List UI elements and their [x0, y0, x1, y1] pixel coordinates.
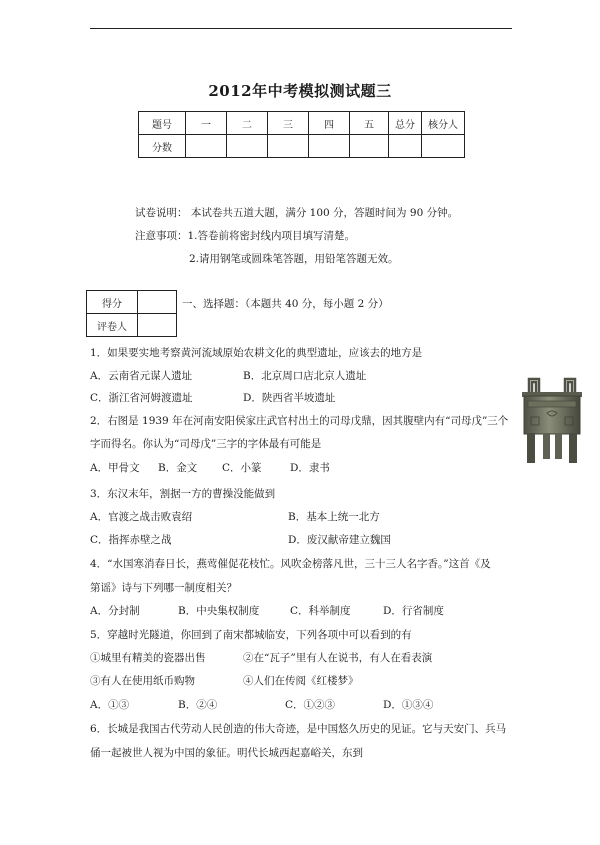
- grader-label: 评卷人: [87, 314, 138, 337]
- option-c[interactable]: C．小篆: [222, 462, 262, 474]
- option-a[interactable]: A．甲骨文: [90, 462, 140, 474]
- score-input-cell[interactable]: [422, 135, 465, 158]
- score-input-cell[interactable]: [389, 135, 422, 158]
- score-cell: 核分人: [422, 112, 465, 135]
- score-cell: 四: [309, 112, 350, 135]
- option-d[interactable]: D．①③④: [383, 699, 434, 711]
- question-text: 字而得名。你认为“司母戊”三字的字体最有可能是: [90, 438, 322, 450]
- score-input-cell[interactable]: [227, 135, 268, 158]
- option-c[interactable]: C．指挥赤壁之战: [90, 534, 172, 546]
- page-title: 2012年中考模拟测试题三: [208, 82, 392, 100]
- option-b[interactable]: B．金文: [158, 462, 198, 474]
- question-text: 第谣》诗与下列哪一制度相关？: [90, 582, 237, 594]
- grader-box: [86, 290, 177, 337]
- statement-item: ③有人在使用纸币购物: [90, 675, 195, 687]
- option-c[interactable]: C．科举制度: [290, 605, 351, 617]
- score-input-cell[interactable]: [268, 135, 309, 158]
- statement-item: ②在“瓦子”里有人在说书，有人在看表演: [243, 652, 433, 664]
- question-text: 5．穿越时光隧道，你回到了南宋都城临安，下列各项中可以看到的有: [90, 629, 412, 641]
- score-table: [138, 111, 465, 158]
- score-input-cell[interactable]: [309, 135, 350, 158]
- option-b[interactable]: B．基本上统一北方: [288, 511, 380, 523]
- question-text: 俑一起被世人视为中国的象征。明代长城西起嘉峪关，东到: [90, 747, 363, 759]
- simuwu-ding-image: [519, 375, 585, 465]
- exam-note: 试卷说明： 本试卷共五道大题，满分 100 分，答题时间为 90 分钟。: [135, 207, 459, 219]
- option-a[interactable]: A．官渡之战击败袁绍: [90, 511, 193, 523]
- score-table-score-row: [139, 135, 465, 158]
- score-label: 得分: [87, 291, 138, 314]
- notice-1: 注意事项：1.答卷前将密封线内项目填写清楚。: [135, 230, 356, 242]
- option-a[interactable]: A．云南省元谋人遗址: [90, 370, 193, 382]
- statement-item: ①城里有精美的瓷器出售: [90, 652, 206, 664]
- section-heading: 一、选择题：（本题共 40 分，每小题 2 分）: [182, 298, 389, 310]
- score-cell: 总分: [389, 112, 422, 135]
- option-c[interactable]: C．浙江省河姆渡遗址: [90, 392, 193, 404]
- score-cell: 二: [227, 112, 268, 135]
- option-a[interactable]: A．分封制: [90, 605, 140, 617]
- option-a[interactable]: A．①③: [90, 699, 130, 711]
- score-input-cell[interactable]: [138, 291, 177, 314]
- option-d[interactable]: D．隶书: [290, 462, 330, 474]
- question-text: 6．长城是我国古代劳动人民创造的伟大奇迹，是中国悠久历史的见证。它与天安门、兵马: [90, 723, 507, 735]
- question-text: 1．如果要实地考察黄河流域原始农耕文化的典型遗址，应该去的地方是: [90, 347, 423, 359]
- score-cell: 一: [186, 112, 227, 135]
- score-input-cell[interactable]: [186, 135, 227, 158]
- question-text: 2．右图是 1939 年在河南安阳侯家庄武官村出土的司母戊鼎，因其腹壁内有“司母戊”三个: [90, 415, 509, 427]
- score-table-header-row: [139, 112, 465, 135]
- option-d[interactable]: D．陕西省半坡遗址: [243, 392, 336, 404]
- question-text: 3．东汉末年，割据一方的曹操没能做到: [90, 488, 276, 500]
- score-cell: 分数: [139, 135, 186, 158]
- option-c[interactable]: C．①②③: [285, 699, 336, 711]
- option-b[interactable]: B．北京周口店北京人遗址: [243, 370, 367, 382]
- statement-item: ④人们在传阅《红楼梦》: [243, 675, 359, 687]
- option-b[interactable]: B．②④: [178, 699, 218, 711]
- option-d[interactable]: D．废汉献帝建立魏国: [288, 534, 391, 546]
- question-text: 4．“水国寒消春日长，燕莺催促花枝忙。风吹金榜落凡世，三十三人名字香。”这首《及: [90, 558, 491, 570]
- score-cell: 五: [350, 112, 389, 135]
- notice-2: 2.请用钢笔或圆珠笔答题，用铅笔答题无效。: [189, 253, 399, 265]
- score-cell: 题号: [139, 112, 186, 135]
- option-d[interactable]: D．行省制度: [383, 605, 444, 617]
- grader-input-cell[interactable]: [138, 314, 177, 337]
- option-b[interactable]: B．中央集权制度: [178, 605, 260, 617]
- score-input-cell[interactable]: [350, 135, 389, 158]
- score-cell: 三: [268, 112, 309, 135]
- top-rule: [90, 28, 512, 29]
